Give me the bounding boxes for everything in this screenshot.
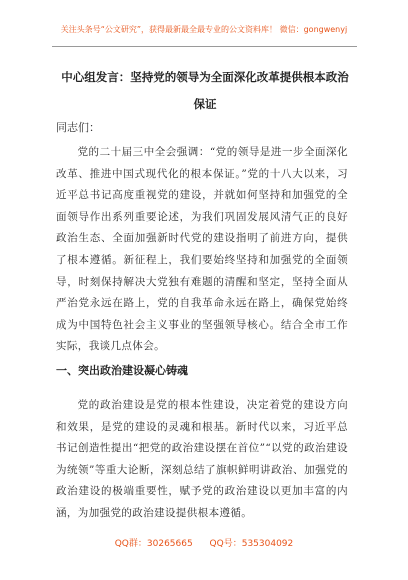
footer-contact: QQ群：30265665 QQ号：535304092: [114, 539, 294, 549]
paragraph-section-1: 党的政治建设是党的根本性建设，决定着党的建设方向和效果，是党的建设的灵魂和根基。新时代以来，习近平总书记创造性提出“把党的政治建设摆在首位”“以党的政治建设为统领”等重大论断，深刻总结了旗帜鲜明讲政治、加强党的政治建设的极端重要性，赋予党的政治建设以更加丰富的内涵，为加强党的政治建设提供根本遵循。: [56, 399, 348, 519]
section-heading: 一、突出政治建设凝心铸魂: [56, 364, 188, 377]
salutation: 同志们：: [56, 121, 100, 134]
header-divider: [52, 46, 357, 47]
paragraph-intro: 党的二十届三中全会强调：“党的领导是进一步全面深化改革、推进中国式现代化的根本保证。”党的十八大以来，习近平总书记高度重视党的建设，并就如何坚持和加强党的全面领导作出系列重要论述，为我们巩固发展风清气正的良好政治生态、全面加强新时代党的建设指明了前进方向，提供了根本遵循。新征程上，我们要始终坚持和加强党的全面领导，时刻保持解决大党独有难题的清醒和坚定，坚持全面从严治党永远在路上，党的自我革命永远在路上，确保党始终成为中国特色社会主义事业的坚强领导核心。结合全市工作实际，我谈几点体会。: [56, 146, 348, 353]
document-title: 中心组发言：坚持党的领导为全面深化改革提供根本政治保证: [61, 70, 349, 111]
header-note: 关注头条号“公文研究”，获得最新最全最专业的公文资料库！ 微信：gongwenyj: [60, 25, 348, 34]
